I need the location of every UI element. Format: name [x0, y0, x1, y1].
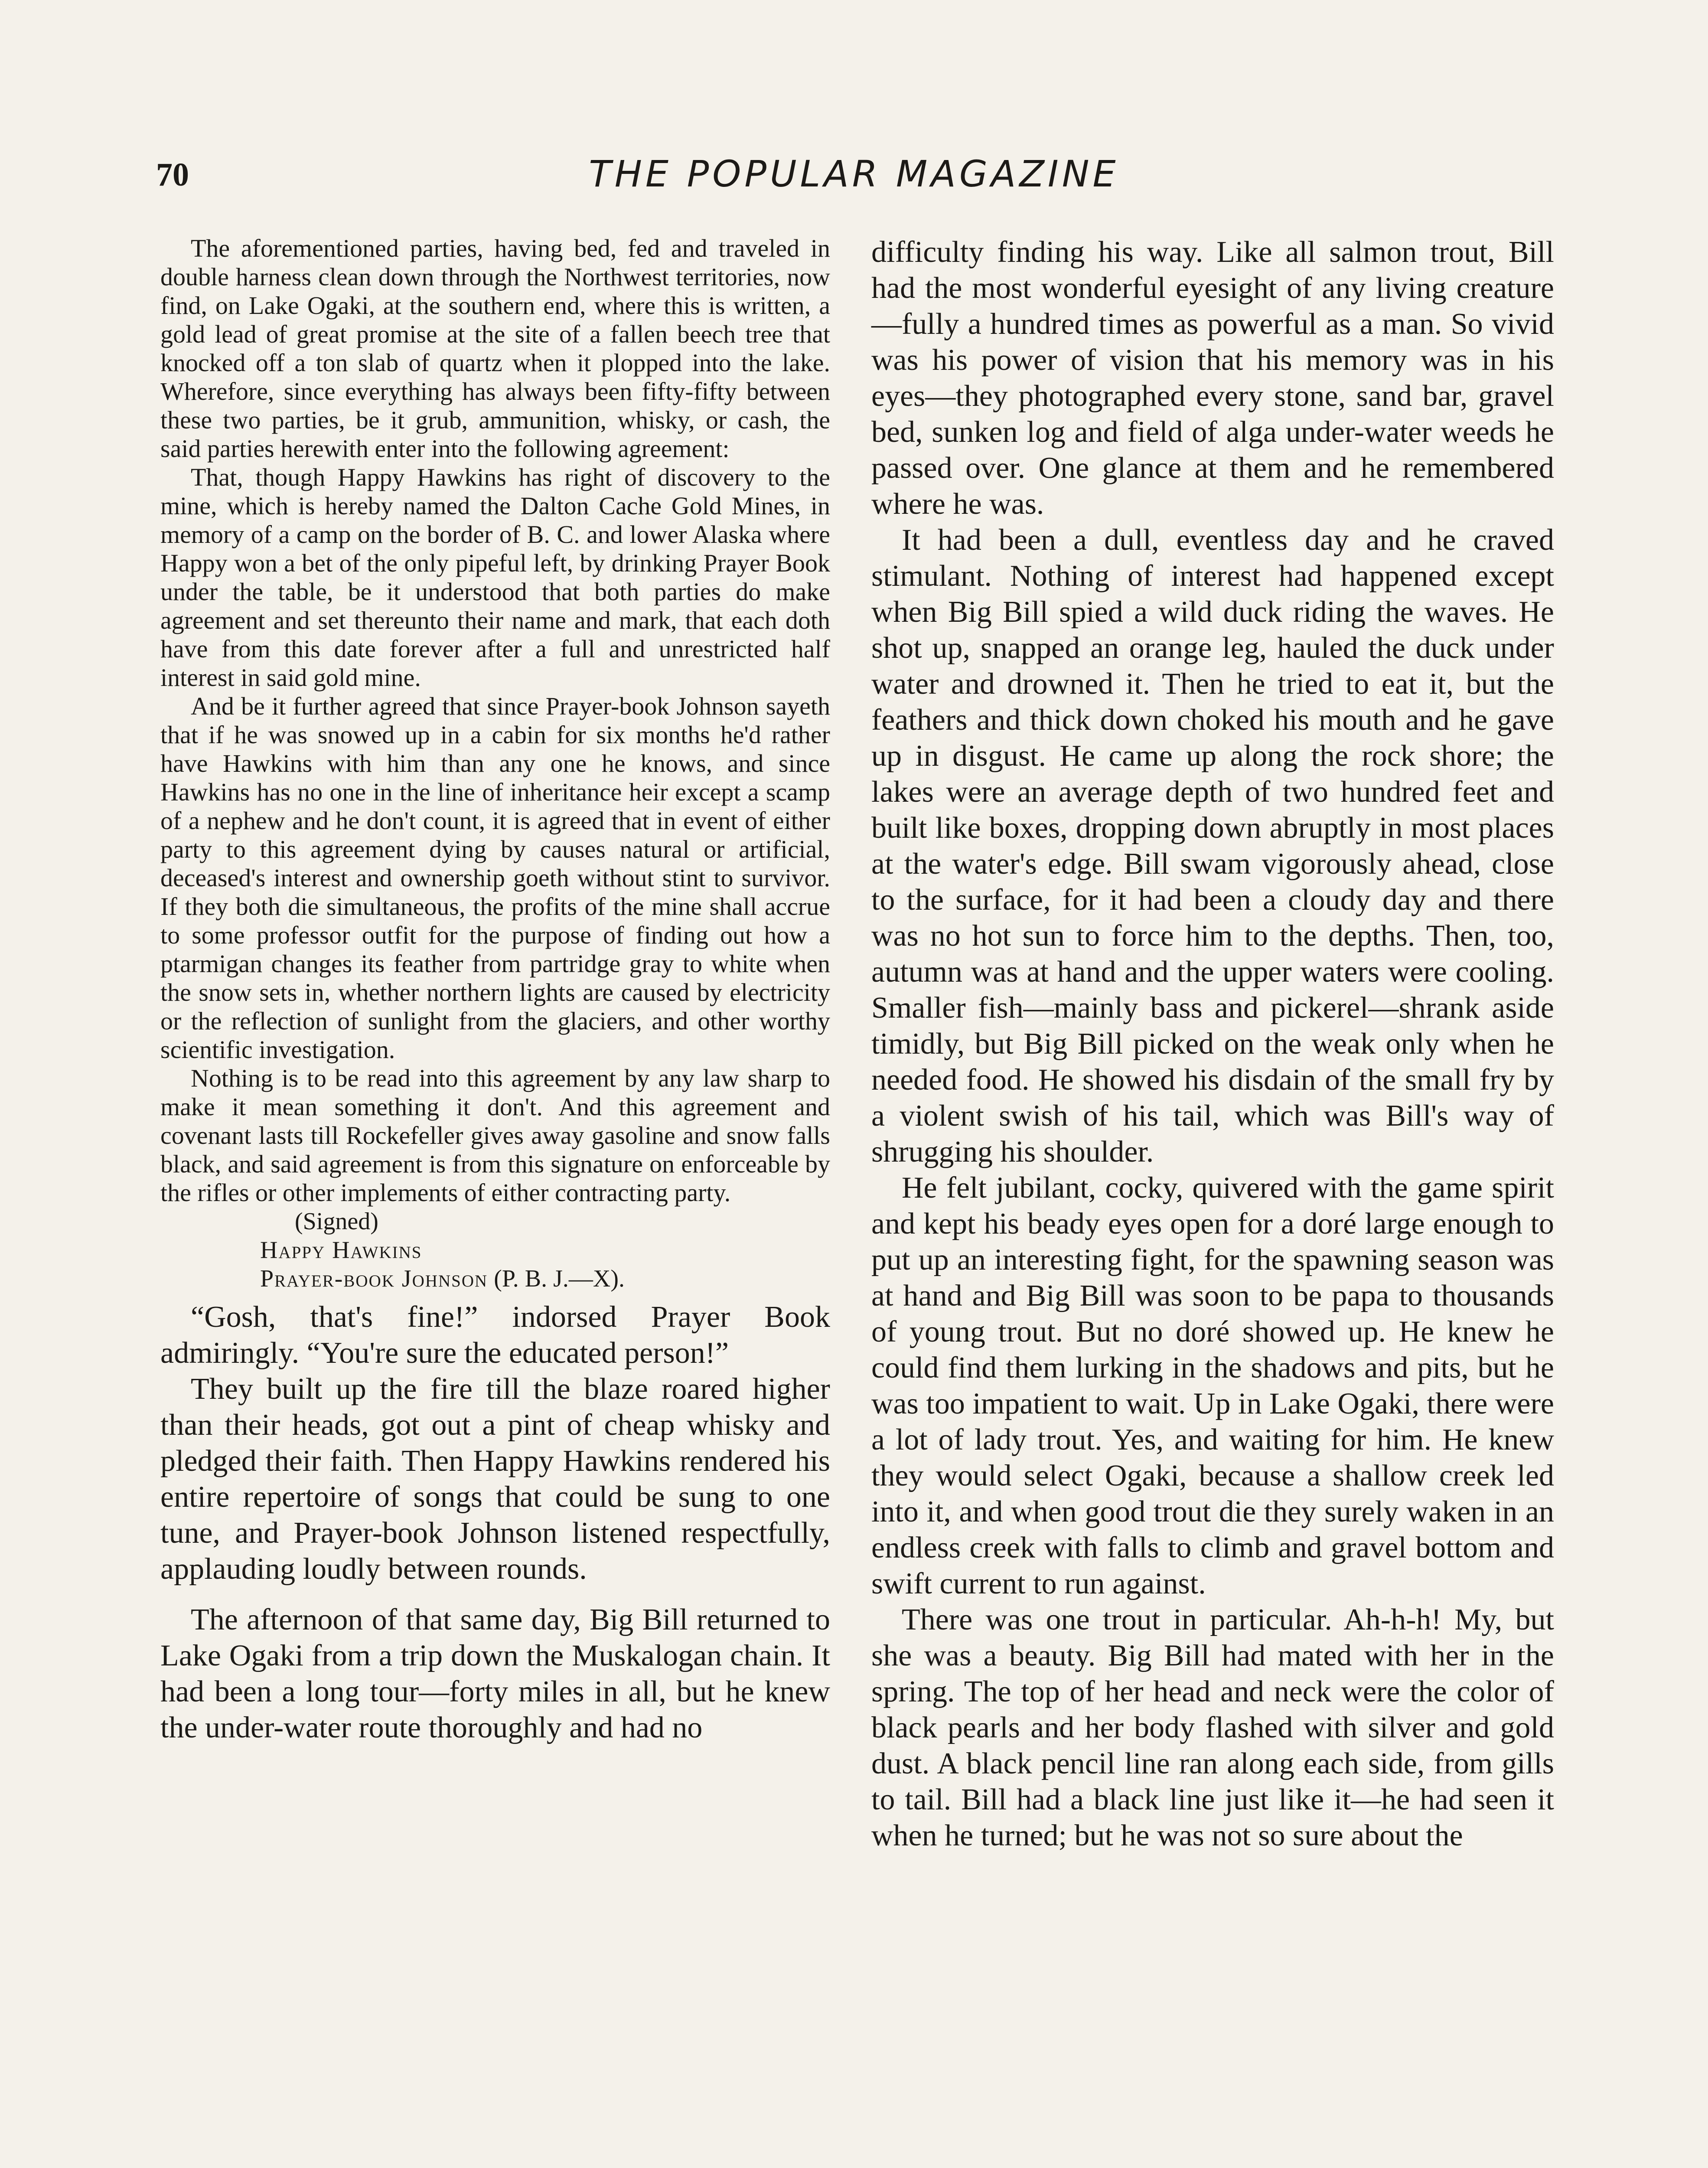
- signer-happy-hawkins: Happy Hawkins: [260, 1237, 422, 1264]
- body-paragraph: It had been a dull, eventless day and he craved stimulant. Nothing of interest had happened except when Big Bill spied a wild duck riding the waves. He shot up, snapped an orange leg, hauled the duck under water and drowned it. Then he tried to eat it, but the feathers and thick down choked his mouth and he gave up in disgust. He came up along the rock shore; the lakes were an average depth of two hundred feet and built like boxes, dropping down abruptly in most places at the water's edge. Bill swam vigorously ahead, close to the surface, for it had been a cloudy day and there was no hot sun to force him to the depths. Then, too, autumn was at hand and the upper waters were cooling. Smaller fish—mainly bass and pickerel—shrank aside timidly, but Big Bill picked on the weak only when he needed food. He showed his disdain of the small fry by a violent swish of his tail, which was Bill's way of shrugging his shoulder.: [871, 523, 1554, 1169]
- signature-block: [160, 1207, 830, 1293]
- page-header: [156, 153, 1552, 208]
- signed-label: (Signed): [295, 1208, 378, 1235]
- left-body-text: [160, 1299, 830, 1746]
- signer-prayer-book-line: [260, 1264, 830, 1293]
- left-column: [160, 234, 830, 1746]
- agreement-paragraph: The aforementioned parties, having bed, fed and traveled in double harness clean down through the Northwest territories, now find, on Lake Ogaki, at the southern end, where this is written, a gold lead of great promise at the site of a fallen beech tree that knocked off a ton slab of quartz when it plopped into the lake. Wherefore, since everything has always been fifty-fifty between these two parties, be it grub, ammunition, whisky, or cash, the said parties herewith enter into the following agreement:: [160, 234, 830, 463]
- page-number: 70: [156, 157, 189, 193]
- agreement-paragraph: That, though Happy Hawkins has right of discovery to the mine, which is hereby named the Dalton Cache Gold Mines, in memory of a camp on the border of B. C. and lower Alaska where Happy won a bet of the only pipeful left, by drinking Prayer Book under the table, be it understood that both parties do make agreement and set thereunto their name and mark, that each doth have from this date forever after a full and unrestricted half interest in said gold mine.: [160, 463, 830, 692]
- agreement-paragraph: Nothing is to be read into this agreement by any law sharp to make it mean something it don't. And this agreement and covenant lasts till Rockefeller gives away gasoline and snow falls black, and said agreement is from this signature on enforceable by the rifles or other implements of either contracting party.: [160, 1064, 830, 1207]
- body-paragraph: “Gosh, that's fine!” indorsed Prayer Book admiringly. “You're sure the educated person!”: [160, 1300, 830, 1370]
- signer-prayer-book-johnson: Prayer-book Johnson: [260, 1265, 488, 1292]
- agreement-paragraph: And be it further agreed that since Prayer-book Johnson sayeth that if he was snowed up in a cabin for six months he'd rather have Hawkins with him than any one he knows, and since Hawkins has no one in the line of inheritance heir except a scamp of a nephew and he don't count, it is agreed that in event of either party to this agreement dying by causes natural or artificial, deceased's interest and ownership goeth without stint to survivor. If they both die simultaneous, the profits of the mine shall accrue to some professor outfit for the purpose of finding out how a ptarmigan changes its feather from partridge gray to white when the snow sets in, whether northern lights are caused by electricity or the reflection of sunlight from the glaciers, and other worthy scientific investigation.: [160, 692, 830, 1064]
- signer-mark: (P. B. J.—X).: [494, 1265, 625, 1292]
- body-paragraph: difficulty finding his way. Like all salmon trout, Bill had the most wonderful eyesight of any living creature—fully a hundred times as powerful as a man. So vivid was his power of vision that his memory was in his eyes—they photographed every stone, sand bar, gravel bed, sunken log and field of alga under-water weeds he passed over. One glance at them and he remembered where he was.: [871, 235, 1554, 521]
- body-paragraph: They built up the fire till the blaze roared higher than their heads, got out a pint of cheap whisky and pledged their faith. Then Happy Hawkins rendered his entire repertoire of songs that could be sung to one tune, and Prayer-book Johnson listened respectfully, applauding loudly between rounds.: [160, 1372, 830, 1586]
- body-paragraph: He felt jubilant, cocky, quivered with the game spirit and kept his beady eyes open for a doré large enough to put up an interesting fight, for the spawning season was at hand and Big Bill was soon to be papa to thousands of young trout. But no doré showed up. He knew he could find them lurking in the shadows and pits, but he was too impatient to wait. Up in Lake Ogaki, there were a lot of lady trout. Yes, and waiting for him. He knew they would select Ogaki, because a shallow creek led into it, and when good trout die they surely waken in an endless creek with falls to climb and gravel bottom and swift current to run against.: [871, 1171, 1554, 1600]
- body-paragraph: The afternoon of that same day, Big Bill returned to Lake Ogaki from a trip down the Muskalogan chain. It had been a long tour—forty miles in all, but he knew the under-water route thoroughly and had no: [160, 1603, 830, 1744]
- magazine-title: THE POPULAR MAGAZINE: [589, 153, 1119, 195]
- body-paragraph: There was one trout in particular. Ah-h-h! My, but she was a beauty. Big Bill had mated with her in the spring. The top of her head and neck were the color of black pearls and her body flashed with silver and gold dust. A black pencil line ran along each side, from gills to tail. Bill had a black line just like it—he had seen it when he turned; but he was not so sure about the: [871, 1603, 1554, 1852]
- right-column: [871, 234, 1554, 1854]
- agreement-text: [160, 234, 830, 1207]
